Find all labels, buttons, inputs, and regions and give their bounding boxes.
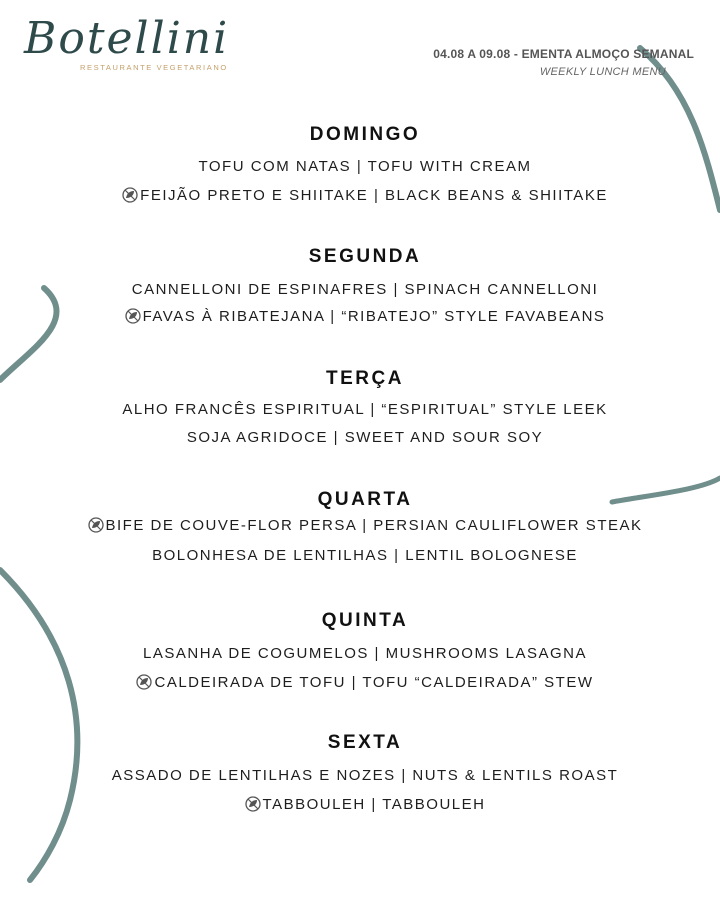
- dish-text: SOJA AGRIDOCE | SWEET AND SOUR SOY: [186, 429, 544, 446]
- dish-text: BOLONHESA DE LENTILHAS | LENTIL BOLOGNESE: [152, 547, 578, 564]
- dish-item: [0, 547, 720, 564]
- day-title-domingo: DOMINGO: [309, 124, 421, 145]
- week-range: 04.08 A 09.08 - EMENTA ALMOÇO SEMANAL: [433, 47, 694, 61]
- vegan-leaf-icon: [125, 308, 141, 324]
- dish-text: BIFE DE COUVE-FLOR PERSA | PERSIAN CAULIFLOWER STEAK: [105, 517, 643, 534]
- logo-script: Botellini: [24, 13, 230, 64]
- dish-text: FEIJÃO PRETO E SHIITAKE | BLACK BEANS & SHIITAKE: [140, 187, 608, 204]
- dish-text: TABBOULEH | TABBOULEH: [262, 796, 486, 813]
- dish-item: [0, 158, 720, 175]
- dish-item: [0, 281, 720, 298]
- vegan-leaf-icon: [88, 517, 104, 533]
- dish-item: [0, 674, 720, 691]
- dish-text: FAVAS À RIBATEJANA | “RIBATEJO” STYLE FAVABEANS: [142, 308, 606, 325]
- vegan-leaf-icon: [122, 187, 138, 203]
- dish-item: [0, 796, 720, 813]
- week-label: WEEKLY LUNCH MENU: [539, 66, 666, 78]
- vegan-leaf-icon: [136, 674, 152, 690]
- restaurant-logo: [24, 14, 254, 80]
- vegan-leaf-icon: [245, 796, 261, 812]
- logo-subtitle: RESTAURANTE VEGETARIANO: [80, 63, 228, 72]
- day-title-sexta: SEXTA: [327, 732, 403, 753]
- dish-text: LASANHA DE COGUMELOS | MUSHROOMS LASAGNA: [143, 645, 587, 662]
- dish-item: [0, 645, 720, 662]
- day-title-segunda: SEGUNDA: [308, 246, 422, 267]
- dish-item: [0, 517, 720, 534]
- dish-item: [0, 308, 720, 325]
- dish-text: TOFU COM NATAS | TOFU WITH CREAM: [198, 158, 532, 175]
- dish-item: [0, 187, 720, 204]
- dish-text: CALDEIRADA DE TOFU | TOFU “CALDEIRADA” STEW: [154, 674, 594, 691]
- dish-item: [0, 401, 720, 418]
- dish-item: [0, 767, 720, 784]
- dish-text: ASSADO DE LENTILHAS E NOZES | NUTS & LENTILS ROAST: [111, 767, 619, 784]
- day-title-quarta: QUARTA: [317, 489, 413, 510]
- dish-item: [0, 429, 720, 446]
- dish-text: ALHO FRANCÊS ESPIRITUAL | “ESPIRITUAL” STYLE LEEK: [122, 401, 608, 418]
- day-title-quinta: QUINTA: [321, 610, 409, 631]
- dish-text: CANNELLONI DE ESPINAFRES | SPINACH CANNELLONI: [131, 281, 599, 298]
- day-title-terca: TERÇA: [326, 368, 404, 389]
